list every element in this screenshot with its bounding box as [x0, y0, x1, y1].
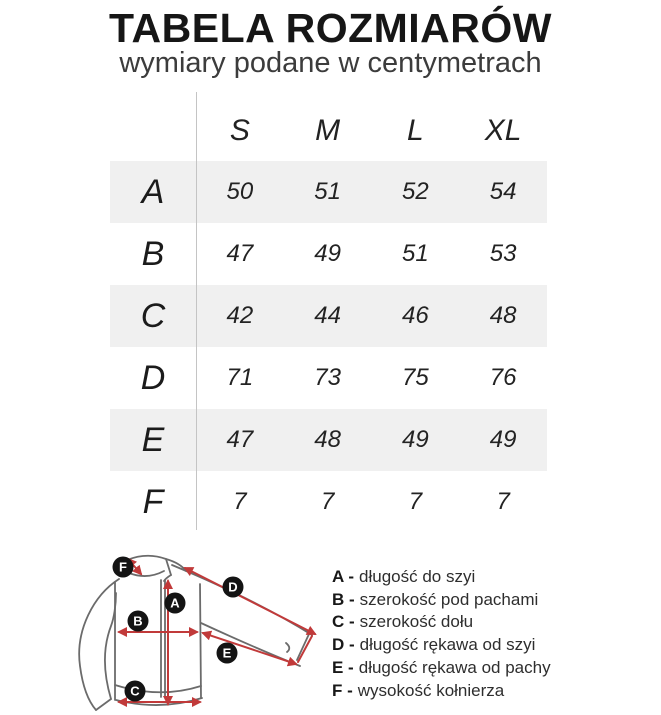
svg-text:D: D — [228, 579, 238, 595]
legend-item — [332, 680, 551, 703]
measure-badge-c — [125, 681, 146, 702]
table-cell: 7 — [320, 488, 335, 515]
table-cell: 7 — [496, 488, 510, 515]
svg-text:B: B — [133, 613, 143, 629]
measure-badge-e — [217, 643, 238, 664]
legend-letter: B - — [332, 589, 355, 609]
measurement-legend — [332, 566, 551, 702]
table-cell: 7 — [408, 488, 423, 515]
legend-letter: A - — [332, 567, 355, 586]
svg-text:F: F — [119, 559, 127, 575]
svg-text:A: A — [170, 595, 180, 611]
row-label: E — [141, 420, 165, 459]
legend-text: długość rękawa od szyi — [359, 635, 536, 655]
table-cell: 76 — [489, 364, 517, 391]
table-row — [110, 471, 547, 533]
row-label: D — [140, 358, 166, 397]
table-cell: 47 — [226, 240, 254, 267]
table-cell: 49 — [402, 426, 429, 453]
table-cell: 73 — [314, 364, 341, 391]
legend-letter: F - — [332, 680, 353, 700]
measure-badge-b — [128, 611, 149, 632]
column-header-m: M — [315, 113, 341, 147]
header — [0, 5, 661, 79]
legend-text: długość rękawa od pachy — [358, 657, 551, 677]
table-cell: 75 — [402, 364, 429, 391]
legend-text: szerokość pod pachami — [359, 589, 539, 609]
table-header-row — [110, 100, 547, 161]
row-label: B — [141, 234, 165, 273]
svg-text:E: E — [222, 645, 232, 661]
svg-text:C: C — [130, 683, 140, 699]
measure-line-cuff — [298, 636, 312, 662]
table-cell: 48 — [489, 302, 517, 329]
legend-item — [332, 589, 551, 612]
table-divider-line — [196, 92, 197, 530]
legend-letter: D - — [332, 635, 355, 655]
size-table — [110, 100, 547, 533]
column-header-xl: XL — [484, 113, 522, 147]
table-cell: 46 — [402, 302, 429, 329]
table-cell: 51 — [314, 178, 341, 205]
table-row — [110, 347, 547, 409]
legend-text: wysokość kołnierza — [357, 680, 505, 700]
jacket-diagram — [60, 548, 332, 715]
table-row — [110, 223, 547, 285]
measurement-lines — [119, 559, 315, 704]
table-row — [110, 161, 547, 223]
table-row — [110, 285, 547, 347]
row-label: A — [141, 172, 165, 211]
table-cell: 47 — [226, 426, 254, 453]
legend-item — [332, 566, 551, 589]
table-cell: 50 — [226, 178, 254, 205]
table-cell: 7 — [233, 488, 247, 515]
measure-badge-d — [223, 577, 244, 598]
table-cell: 52 — [402, 178, 429, 205]
legend-item — [332, 657, 551, 680]
table-cell: 49 — [314, 240, 341, 267]
measure-line-e — [203, 633, 296, 664]
column-header-l: L — [407, 113, 424, 147]
row-label: C — [140, 296, 166, 335]
legend-item — [332, 611, 551, 634]
table-cell: 44 — [314, 302, 341, 329]
table-cell: 71 — [226, 364, 254, 391]
page-subtitle: wymiary podane w centymetrach — [119, 47, 542, 79]
table-cell: 53 — [489, 240, 517, 267]
legend-letter: E - — [332, 657, 354, 677]
table-cell: 51 — [402, 240, 429, 267]
legend-text: długość do szyi — [359, 567, 476, 586]
legend-item — [332, 634, 551, 657]
table-cell: 42 — [226, 302, 254, 329]
table-cell: 54 — [489, 178, 517, 205]
table-row — [110, 409, 547, 471]
page-title: TABELA ROZMIARÓW — [109, 5, 552, 51]
legend-letter: C - — [332, 612, 355, 632]
row-label: F — [142, 482, 164, 521]
measure-badge-f — [113, 557, 134, 578]
legend-text: szerokość dołu — [359, 612, 474, 632]
table-cell: 48 — [314, 426, 341, 453]
column-header-s: S — [229, 113, 250, 147]
table-cell: 49 — [489, 426, 517, 453]
measure-badge-a — [165, 593, 186, 614]
